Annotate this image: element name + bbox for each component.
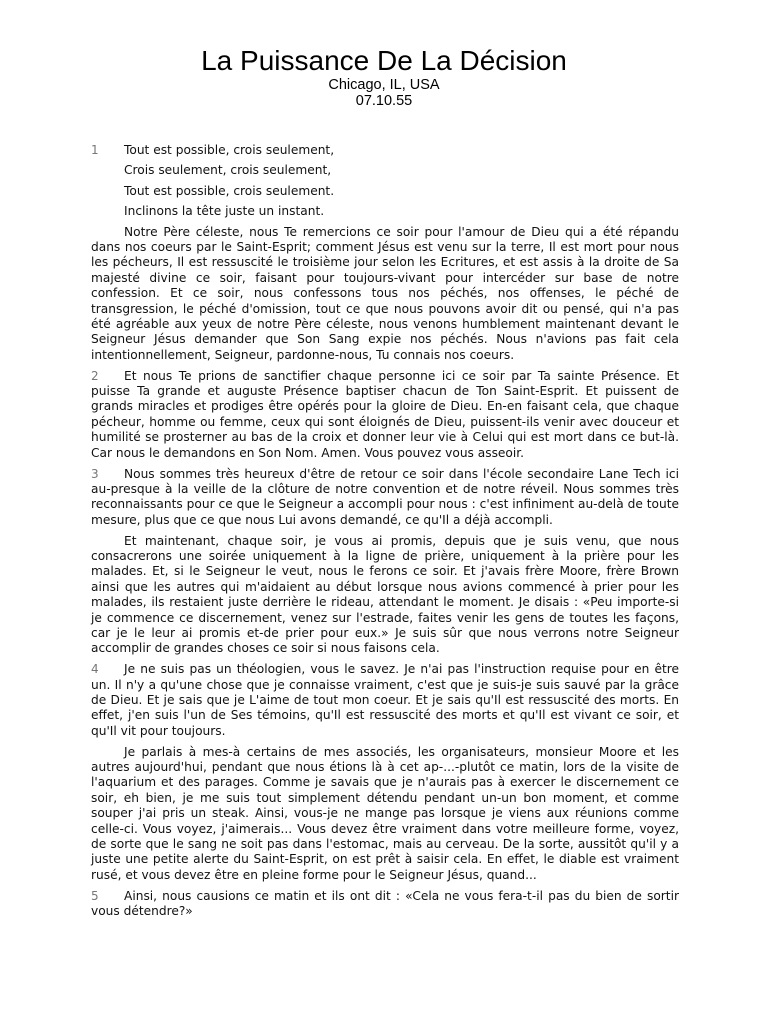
- paragraph: Notre Père céleste, nous Te remercions ce soir pour l'amour de Dieu qui a été répandu dans nos coeurs par le Saint-Esprit; comment Jésus est venu sur la terre, Il est mort pour nous les pécheurs, Il est ressuscité le troisième jour selon les Ecritures, et est assis à la droite de Sa majesté divine ce soir, faisant pour toujours-vivant pour intercéder sur base de notre confession. Et ce soir, nous confessons tous nos péchés, nos offenses, le péché de transgression, le péché d'omission, tout ce que nous pouvons avoir dit ou pensé, qui n'a pas été agréable aux yeux de notre Père céleste, nous venons humblement maintenant devant le Seigneur Jésus demander que Son Sang expie nos péchés. Nous n'avions pas fait cela intentionnellement, Seigneur, pardonne-nous, Tu connais nos coeurs.: [91, 224, 679, 362]
- paragraph: [91, 467, 679, 529]
- paragraph-text: Et nous Te prions de sanctifier chaque personne ici ce soir par Ta sainte Présence. Et puisse Ta grande et auguste Présence baptiser chacun de Ton Saint-Esprit. Et puissent de grands miracles et prodiges être opérés pour la gloire de Dieu. En-en faisant cela, que chaque pécheur, homme ou femme, ceux qui sont éloignés de Dieu, puissent-ils venir avec douceur et humilité se prosterner au bas de la croix et donner leur vie à Celui qui est mort dans ce but-là. Car nous le demandons en Son Nom. Amen. Vous pouvez vous asseoir.: [91, 368, 679, 460]
- verse-line: [91, 204, 679, 219]
- paragraph-text: Ainsi, nous causions ce matin et ils ont dit : «Cela ne vous fera-t-il pas du bien de sortir vous détendre?»: [91, 888, 679, 919]
- paragraph-text: Nous sommes très heureux d'être de retour ce soir dans l'école secondaire Lane Tech ici au-presque à la veille de la clôture de notre convention et de notre réveil. Nous sommes très reconnaissants pour ce que le Seigneur a accompli pour nous : c'est infiniment au-delà de toute mesure, plus que ce que nous Lui avons demandé, ce qu'Il a déjà accompli.: [91, 466, 679, 527]
- paragraph-number: 4: [91, 662, 99, 677]
- document-title: La Puissance De La Décision: [201, 45, 567, 76]
- verse-line: [91, 143, 679, 158]
- document-date: 07.10.55: [355, 93, 413, 109]
- document-body: [91, 143, 679, 925]
- paragraph-number: 1: [91, 143, 99, 157]
- paragraph-number: 5: [91, 888, 99, 903]
- document-location: Chicago, IL, USA: [328, 77, 440, 93]
- paragraph-number: 3: [91, 466, 99, 481]
- verse-text: Crois seulement, crois seulement,: [124, 163, 332, 178]
- verse-text: Tout est possible, crois seulement.: [124, 183, 335, 198]
- paragraph-number: 2: [91, 368, 99, 383]
- verse-text: Inclinons la tête juste un instant.: [124, 204, 325, 219]
- verse-line: [91, 163, 679, 178]
- verse-text: Tout est possible, crois seulement,: [124, 143, 335, 157]
- paragraph: [91, 369, 679, 461]
- verse-line: [91, 184, 679, 199]
- paragraph: [91, 889, 679, 920]
- paragraph: [91, 662, 679, 739]
- paragraph-text: Je ne suis pas un théologien, vous le savez. Je n'ai pas l'instruction requise pour en être un. Il n'y a qu'une chose que je connaisse vraiment, c'est que je suis-je suis sauvé par la grâce de Dieu. Et je sais que je L'aime de tout mon coeur. Et je sais qu'Il est ressuscité des morts. En effet, j'en suis l'un de Ses témoins, qu'Il est ressuscité des morts et qu'Il est vivant ce soir, et qu'Il vit pour toujours.: [91, 662, 679, 738]
- paragraph: Et maintenant, chaque soir, je vous ai promis, depuis que je suis venu, que nous consacrerons une soirée uniquement à la ligne de prière, uniquement à la prière pour les malades. Et, si le Seigneur le veut, nous le ferons ce soir. Et j'avais frère Moore, frère Brown ainsi que les autres qui m'aidaient au début lorsque nous avions commencé à prier pour les malades, ils restaient juste derrière le rideau, attendant le moment. Je disais : «Peu importe-si je commence ce discernement, venez sur l'estrade, faites venir les gens de toutes les façons, car je le leur ai promis et-de prier pour eux.» Je suis sûr que nous verrons notre Seigneur accomplir de grandes choses ce soir si nous faisons cela.: [91, 533, 679, 656]
- paragraph: Je parlais à mes-à certains de mes associés, les organisateurs, monsieur Moore et les autres aujourd'hui, pendant que nous étions là à cet ap-...-plutôt ce matin, lors de la visite de l'aquarium et des parages. Comme je savais que je n'aurais pas à exercer le discernement ce soir, eh bien, je me suis tout simplement détendu pendant un-un bon moment, et comme souper j'ai pris un steak. Ainsi, vous-je ne mange pas lorsque je viens aux réunions comme celle-ci. Vous voyez, j'aimerais... Vous devez être vraiment dans votre meilleure forme, voyez, de sorte que le sang ne soit pas dans l'estomac, mais au cerveau. De la sorte, aussitôt qu'il y a juste une petite alerte du Saint-Esprit, on est prêt à saisir cela. En effet, le diable est vraiment rusé, et vous devez être en pleine forme pour le Seigneur Jésus, quand...: [91, 744, 679, 882]
